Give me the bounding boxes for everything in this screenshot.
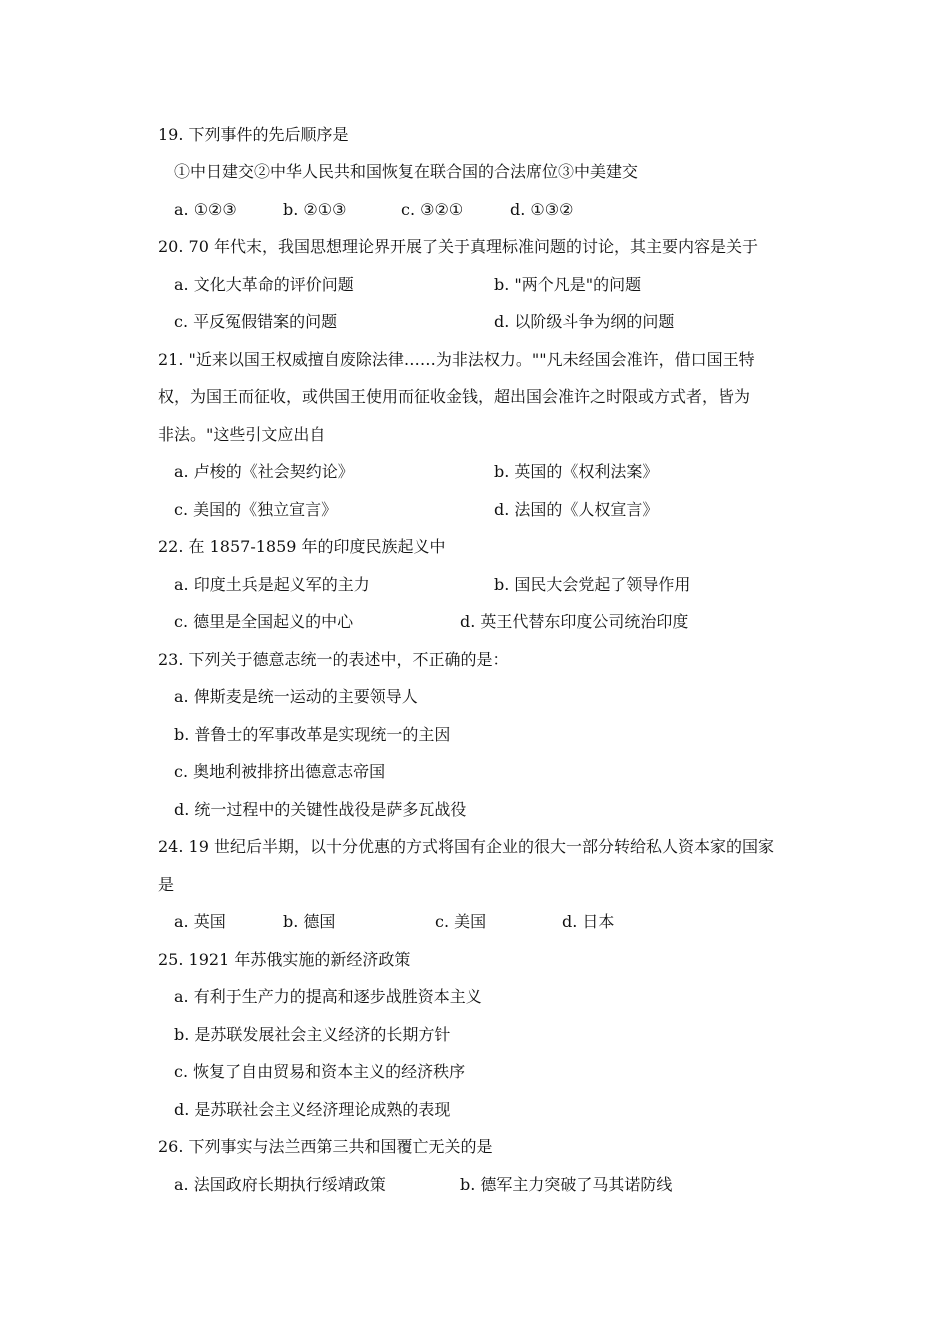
option-b: b. 是苏联发展社会主义经济的长期方针 [174, 1025, 451, 1044]
option-c: c. 德里是全国起义的中心 [174, 612, 354, 631]
option-a: a. 俾斯麦是统一运动的主要领导人 [174, 687, 418, 706]
question-stem: 19. 下列事件的先后顺序是 [158, 125, 349, 144]
option-b: b. "两个凡是"的问题 [494, 275, 642, 294]
option-c: c. 美国的《独立宣言》 [174, 500, 338, 519]
option-b: b. ②①③ [283, 200, 347, 219]
question-stem: 20. 70 年代末，我国思想理论界开展了关于真理标准问题的讨论，其主要内容是关于 [158, 237, 758, 256]
option-a: a. 卢梭的《社会契约论》 [174, 462, 354, 481]
question-stem: 22. 在 1857-1859 年的印度民族起义中 [158, 537, 446, 556]
option-b: b. 德国 [283, 912, 336, 931]
question-stem-line-1: 24. 19 世纪后半期，以十分优惠的方式将国有企业的很大一部分转给私人资本家的国家 [158, 837, 774, 856]
option-c: c. 美国 [435, 912, 487, 931]
option-d: d. ①③② [510, 200, 574, 219]
question-statement: ①中日建交②中华人民共和国恢复在联合国的合法席位③中美建交 [174, 162, 639, 181]
option-a: a. 英国 [174, 912, 226, 931]
option-a: a. 印度土兵是起义军的主力 [174, 575, 370, 594]
option-d: d. 英王代替东印度公司统治印度 [460, 612, 689, 631]
question-stem-line-2: 权，为国王而征收，或供国王使用而征收金钱，超出国会准许之时限或方式者，皆为 [158, 387, 751, 406]
option-d: d. 是苏联社会主义经济理论成熟的表现 [174, 1100, 451, 1119]
question-stem: 25. 1921 年苏俄实施的新经济政策 [158, 950, 411, 969]
question-stem-line-1: 21. "近来以国王权威擅自废除法律……为非法权力。""凡未经国会准许，借口国王特 [158, 350, 755, 369]
option-b: b. 德军主力突破了马其诺防线 [460, 1175, 673, 1194]
option-a: a. 有利于生产力的提高和逐步战胜资本主义 [174, 987, 482, 1006]
option-c: c. ③②① [401, 200, 464, 219]
option-a: a. 法国政府长期执行绥靖政策 [174, 1175, 386, 1194]
question-stem-line-2: 是 [158, 875, 175, 894]
question-stem: 26. 下列事实与法兰西第三共和国覆亡无关的是 [158, 1137, 493, 1156]
question-stem: 23. 下列关于德意志统一的表述中，不正确的是： [158, 650, 509, 669]
option-c: c. 恢复了自由贸易和资本主义的经济秩序 [174, 1062, 466, 1081]
option-d: d. 以阶级斗争为纲的问题 [494, 312, 675, 331]
option-b: b. 普鲁士的军事改革是实现统一的主因 [174, 725, 451, 744]
option-d: d. 法国的《人权宣言》 [494, 500, 659, 519]
question-stem-line-3: 非法。"这些引文应出自 [158, 425, 326, 444]
option-b: b. 国民大会党起了领导作用 [494, 575, 691, 594]
option-d: d. 日本 [562, 912, 615, 931]
option-a: a. ①②③ [174, 200, 237, 219]
option-b: b. 英国的《权利法案》 [494, 462, 659, 481]
option-c: c. 平反冤假错案的问题 [174, 312, 338, 331]
option-d: d. 统一过程中的关键性战役是萨多瓦战役 [174, 800, 467, 819]
option-c: c. 奥地利被排挤出德意志帝国 [174, 762, 386, 781]
option-a: a. 文化大革命的评价问题 [174, 275, 354, 294]
